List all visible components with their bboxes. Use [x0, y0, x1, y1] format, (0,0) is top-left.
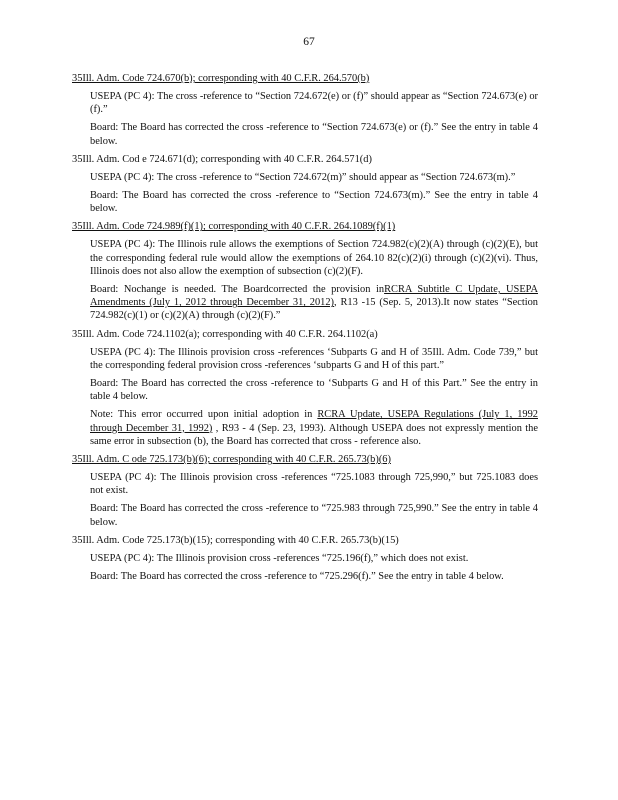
entry-725-173b6 — [72, 453, 538, 529]
board-response: Board: The Board has corrected the cross -reference to “725.983 through 725,990.” See the entry in table 4 below. — [90, 503, 538, 528]
entry-724-989f1 — [72, 220, 538, 322]
usepa-comment: USEPA (PC 4): The Illinois provision cross -references “725.196(f),” which does not exist. — [90, 552, 469, 564]
board-response-text-end: , R13 -15 (Sep. 5, 2013).It now states “Section 724.982(c)(1) or (c)(2)(A) through (c)(2)(F).” — [90, 297, 538, 322]
board-response: Board: The Board has corrected the cross -reference to “725.296(f).” See the entry in table 4 below. — [90, 571, 504, 583]
entry-724-1102a — [72, 328, 538, 448]
entry-heading: 35Ill. Adm. Code 725.173(b)(15); corresponding with 40 C.F.R. 265.73(b)(15) — [72, 534, 399, 546]
usepa-comment: USEPA (PC 4): The Illinois provision cross -references “725.1083 through 725,990,” but 725.1083 does not exist. — [90, 472, 538, 497]
board-response: Board: The Board has corrected the cross -reference to ‘Subparts G and H of this Part.” See the entry in table 4 below. — [90, 378, 538, 403]
usepa-comment: USEPA (PC 4): The cross -reference to “Section 724.672(e) or (f)” should appear as “Section 724.673(e) or (f).” — [90, 91, 538, 116]
board-response — [90, 283, 538, 323]
rulemaking-citation-link: RCRA Subtitle C Update, USEPA Amendments (July 1, 2012 through December 31, 2012) — [90, 284, 538, 309]
board-response-text: Board: Nochange is needed. The Boardcorrected the provision in — [90, 284, 385, 296]
board-response: Board: The Board has corrected the cross -reference to “Section 724.673(m).” See the entry in table 4 below. — [90, 190, 538, 215]
note-text-end: , R93 - 4 (Sep. 23, 1993). Although USEPA does not expressly mention the same error in subsection (b), the Board has corrected that cross - reference also. — [90, 422, 538, 447]
entry-heading: 35Ill. Adm. C ode 725.173(b)(6); corresponding with 40 C.F.R. 265.73(b)(6) — [72, 454, 391, 466]
entry-heading: 35Ill. Adm. Cod e 724.671(d); corresponding with 40 C.F.R. 264.571(d) — [72, 153, 372, 165]
page-number: 67 — [303, 36, 315, 48]
entry-725-173b15 — [72, 534, 538, 583]
entry-heading: 35Ill. Adm. Code 724.670(b); corresponding with 40 C.F.R. 264.570(b) — [72, 73, 370, 84]
usepa-comment: USEPA (PC 4): The Illinois provision cross -references ‘Subparts G and H of 35Ill. Adm. Code 739,” but the corresponding federal provision cross -references ‘subparts G and H of this part.” — [90, 346, 538, 371]
board-response: Board: The Board has corrected the cross -reference to “Section 724.673(e) or (f).” See the entry in table 4 below. — [90, 122, 538, 147]
entry-724-670b — [72, 72, 538, 148]
rulemaking-citation-link: RCRA Update, USEPA Regulations (July 1, 1992 through December 31, 1992) — [90, 409, 538, 434]
usepa-comment: USEPA (PC 4): The Illinois rule allows the exemptions of Section 724.982(c)(2)(A) through (c)(2)(E), but the corresponding federal rule would allow the exemptions of 264.10 82(c)(2)(i) through (c)(2)(vi). Thus, Illinois does not also allow the exemption of subsection (c)(2)(F). — [90, 239, 538, 277]
note-text: Note: This error occurred upon initial adoption in — [90, 409, 318, 421]
usepa-comment: USEPA (PC 4): The cross -reference to “Section 724.672(m)” should appear as “Section 724.673(m).” — [90, 171, 516, 183]
note — [90, 408, 538, 448]
entry-heading: 35Ill. Adm. Code 724.989(f)(1); corresponding with 40 C.F.R. 264.1089(f)(1) — [72, 221, 396, 233]
entry-heading: 35Ill. Adm. Code 724.1102(a); corresponding with 40 C.F.R. 264.1102(a) — [72, 328, 378, 340]
entry-724-671d — [72, 153, 538, 216]
page-content — [72, 72, 538, 588]
